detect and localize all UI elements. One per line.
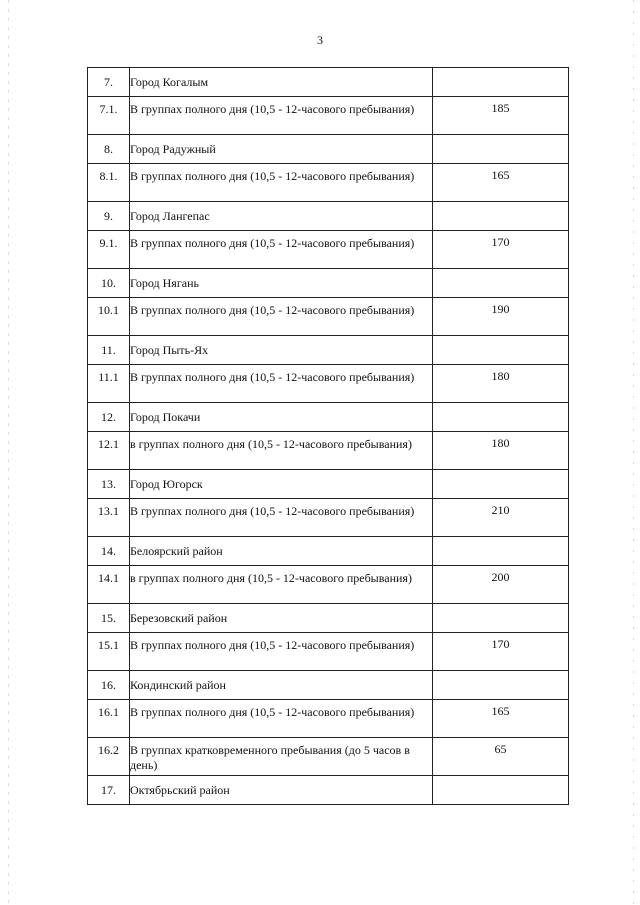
table-row (88, 97, 569, 135)
row-name: Город Радужный (130, 135, 433, 164)
table-row (88, 537, 569, 566)
table-row (88, 604, 569, 633)
row-number: 17. (88, 776, 130, 805)
table-row (88, 403, 569, 432)
row-number: 15.1 (88, 633, 130, 671)
row-number: 11.1 (88, 365, 130, 403)
table-body (88, 68, 569, 805)
row-number: 10.1 (88, 298, 130, 336)
row-name: Город Югорск (130, 470, 433, 499)
row-number: 16.1 (88, 700, 130, 738)
row-name: Город Лангепас (130, 202, 433, 231)
table-row (88, 700, 569, 738)
row-value (433, 537, 569, 566)
row-value (433, 202, 569, 231)
table-row (88, 499, 569, 537)
row-name: В группах кратковременного пребывания (до 5 часов в день) (130, 738, 433, 776)
row-name: В группах полного дня (10,5 - 12-часового пребывания) (130, 97, 433, 135)
table-row (88, 68, 569, 97)
row-value: 210 (433, 499, 569, 537)
row-value: 180 (433, 365, 569, 403)
row-number: 16.2 (88, 738, 130, 776)
table-row (88, 336, 569, 365)
table-row (88, 738, 569, 776)
row-value: 170 (433, 231, 569, 269)
row-name: в группах полного дня (10,5 - 12-часового пребывания) (130, 566, 433, 604)
row-number: 8.1. (88, 164, 130, 202)
row-name: В группах полного дня (10,5 - 12-часового пребывания) (130, 700, 433, 738)
row-number: 14. (88, 537, 130, 566)
row-name: Город Нягань (130, 269, 433, 298)
table-row (88, 470, 569, 499)
row-name: Октябрьский район (130, 776, 433, 805)
table-row (88, 671, 569, 700)
row-value (433, 776, 569, 805)
table-row (88, 135, 569, 164)
row-name: Белоярский район (130, 537, 433, 566)
row-number: 8. (88, 135, 130, 164)
table-row (88, 269, 569, 298)
row-value: 185 (433, 97, 569, 135)
row-name: В группах полного дня (10,5 - 12-часового пребывания) (130, 298, 433, 336)
row-value: 65 (433, 738, 569, 776)
row-number: 7. (88, 68, 130, 97)
row-name: В группах полного дня (10,5 - 12-часового пребывания) (130, 365, 433, 403)
row-number: 9.1. (88, 231, 130, 269)
table-row (88, 298, 569, 336)
row-number: 10. (88, 269, 130, 298)
table-row (88, 776, 569, 805)
row-name: Кондинский район (130, 671, 433, 700)
row-number: 12. (88, 403, 130, 432)
row-name: Город Покачи (130, 403, 433, 432)
table-row (88, 202, 569, 231)
table-row (88, 566, 569, 604)
row-value (433, 470, 569, 499)
row-value (433, 68, 569, 97)
row-value: 170 (433, 633, 569, 671)
table-row (88, 164, 569, 202)
page-number: 3 (317, 33, 323, 47)
row-number: 9. (88, 202, 130, 231)
row-name: В группах полного дня (10,5 - 12-часового пребывания) (130, 164, 433, 202)
row-name: В группах полного дня (10,5 - 12-часового пребывания) (130, 633, 433, 671)
table-row (88, 633, 569, 671)
row-value: 165 (433, 700, 569, 738)
row-value: 180 (433, 432, 569, 470)
table-row (88, 231, 569, 269)
row-value (433, 269, 569, 298)
row-value (433, 403, 569, 432)
table-row (88, 432, 569, 470)
row-name: Город Когалым (130, 68, 433, 97)
row-name: Город Пыть-Ях (130, 336, 433, 365)
row-value: 200 (433, 566, 569, 604)
row-number: 13. (88, 470, 130, 499)
table-row (88, 365, 569, 403)
row-value: 165 (433, 164, 569, 202)
row-number: 15. (88, 604, 130, 633)
row-name: Березовский район (130, 604, 433, 633)
row-value (433, 336, 569, 365)
scan-edge-right (633, 0, 634, 905)
row-number: 13.1 (88, 499, 130, 537)
row-number: 14.1 (88, 566, 130, 604)
scan-edge-left (8, 0, 9, 905)
tariff-table (87, 67, 569, 805)
row-value (433, 671, 569, 700)
row-name: в группах полного дня (10,5 - 12-часового пребывания) (130, 432, 433, 470)
row-name: В группах полного дня (10,5 - 12-часового пребывания) (130, 231, 433, 269)
row-value (433, 135, 569, 164)
row-value: 190 (433, 298, 569, 336)
row-number: 12.1 (88, 432, 130, 470)
row-number: 7.1. (88, 97, 130, 135)
row-number: 11. (88, 336, 130, 365)
row-name: В группах полного дня (10,5 - 12-часового пребывания) (130, 499, 433, 537)
row-value (433, 604, 569, 633)
row-number: 16. (88, 671, 130, 700)
